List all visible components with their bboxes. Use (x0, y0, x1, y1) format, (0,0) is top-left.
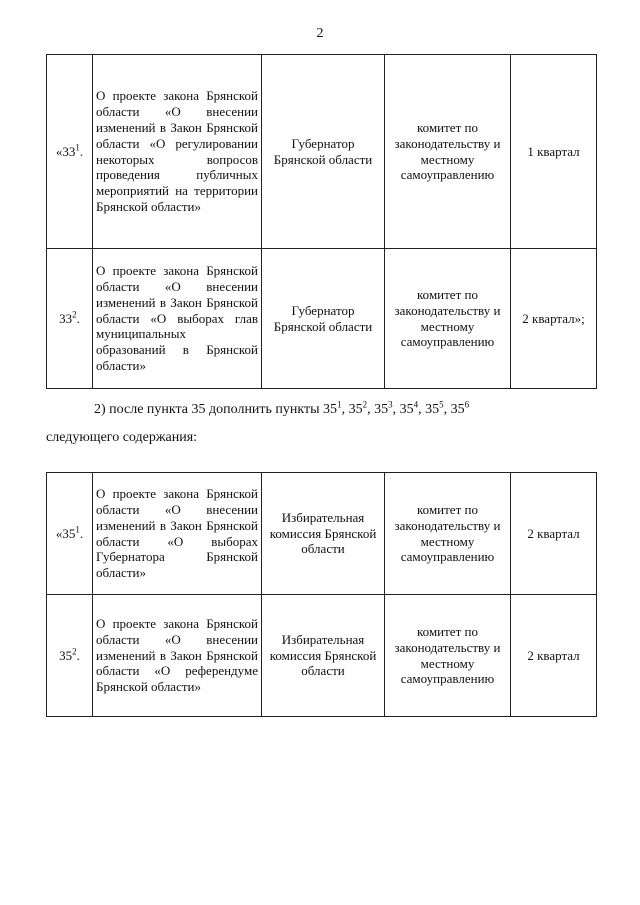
period: 2 квартал (511, 473, 597, 595)
item-number: «$33^1$. (47, 55, 93, 249)
responsible-committee: комитет по законодательству и местному самоуправлению (385, 249, 511, 389)
initiator: Губернатор Брянской области (262, 55, 385, 249)
table-row (47, 55, 597, 249)
table-row (47, 595, 597, 717)
responsible-committee: комитет по законодательству и местному самоуправлению (385, 55, 511, 249)
amendment-paragraph-continuation: следующего содержания: (46, 430, 198, 445)
amendment-paragraph: 2) после пункта 35 дополнить пункты $35^1$, $35^2$, $35^3$, $35^4$, $35^5$, $35^6$ (94, 399, 470, 417)
table-row (47, 473, 597, 595)
initiator: Избирательная комиссия Брянской области (262, 595, 385, 717)
responsible-committee: комитет по законодательству и местному самоуправлению (385, 473, 511, 595)
initiator: Избирательная комиссия Брянской области (262, 473, 385, 595)
item-number: $35^2$. (47, 595, 93, 717)
period: 1 квартал (511, 55, 597, 249)
period: 2 квартал»; (511, 249, 597, 389)
legislative-plan-table-2 (46, 472, 597, 717)
bill-title: О проекте закона Брянской области «О внесении изменений в Закон Брянской области «О референдуме Брянской области» (93, 595, 262, 717)
page-number: 2 (316, 26, 324, 41)
responsible-committee: комитет по законодательству и местному самоуправлению (385, 595, 511, 717)
bill-title: О проекте закона Брянской области «О внесении изменений в Закон Брянской области «О регулировании некоторых вопросов проведения публичных мероприятий на территории Брянской области» (93, 55, 262, 249)
item-number: «$35^1$. (47, 473, 93, 595)
bill-title: О проекте закона Брянской области «О внесении изменений в Закон Брянской области «О выборах Губернатора Брянской области» (93, 473, 262, 595)
initiator: Губернатор Брянской области (262, 249, 385, 389)
legislative-plan-table-1 (46, 54, 597, 389)
period: 2 квартал (511, 595, 597, 717)
table-row (47, 249, 597, 389)
bill-title: О проекте закона Брянской области «О внесении изменений в Закон Брянской области «О выборах глав муниципальных образований в Брянской области» (93, 249, 262, 389)
item-number: $33^2$. (47, 249, 93, 389)
